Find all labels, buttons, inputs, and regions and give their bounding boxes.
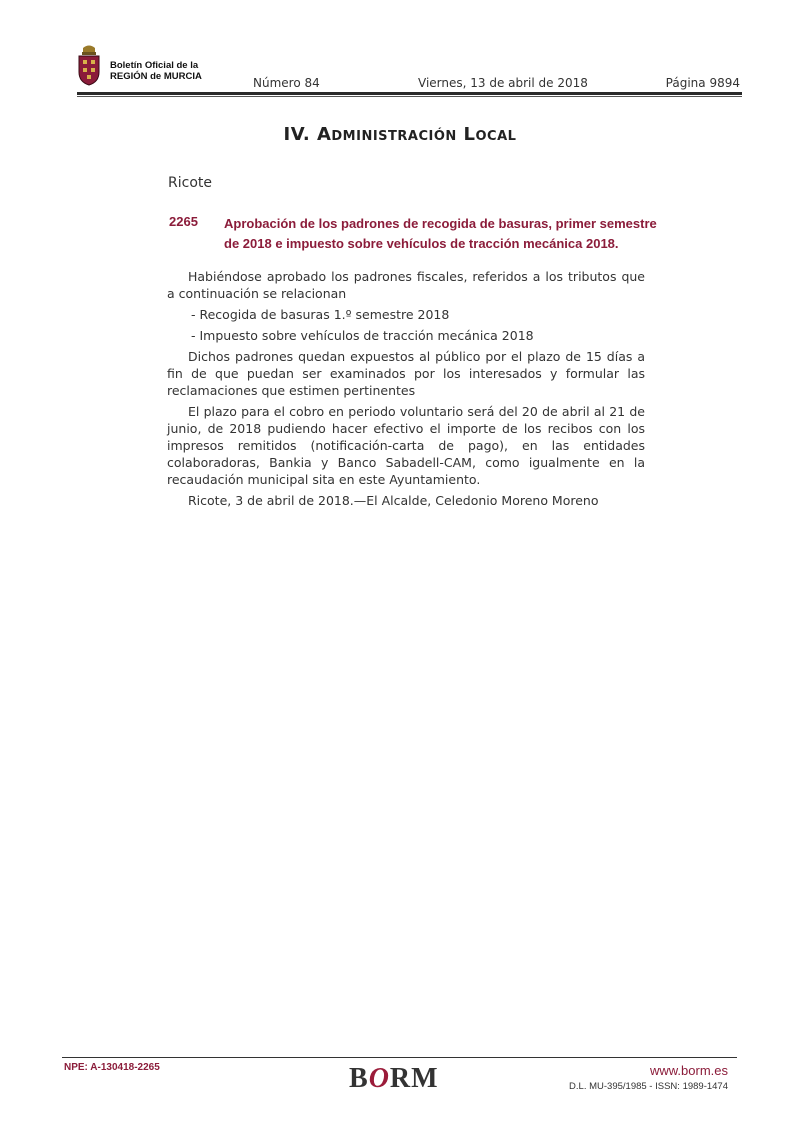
body-paragraph: El plazo para el cobro en periodo voluntario será del 20 de abril al 21 de junio, de 2018 pudiendo hacer efectivo el importe de los recibos con los impresos remitidos (notificación-carta de pago), en las entidades colaboradoras, Bankia y Banco Sabadell-CAM, como igualmente en la recaudación municipal sita en este Ayuntamiento.	[167, 404, 645, 487]
logo-letters-rm: RM	[389, 1063, 439, 1094]
publication-name-line2: REGIÓN de MURCIA	[110, 71, 202, 82]
section-title: IV. Administración Local	[283, 124, 517, 145]
body-paragraph: Habiéndose aprobado los padrones fiscales, referidos a los tributos que a continuación se relacionan	[167, 269, 645, 301]
announcement-body	[167, 268, 645, 513]
publication-name	[110, 60, 202, 82]
issue-number: Número 84	[253, 76, 320, 90]
coat-of-arms-icon	[76, 44, 102, 86]
footer-rule	[62, 1057, 737, 1058]
header-rule-thick	[77, 92, 742, 95]
body-paragraph: Dichos padrones quedan expuestos al público por el plazo de 15 días a fin de que puedan ser examinados por los interesados y formular las reclamaciones que estimen pertinentes	[167, 349, 645, 398]
signature-line: Ricote, 3 de abril de 2018.—El Alcalde, Celedonio Moreno Moreno	[188, 493, 599, 508]
locality-heading: Ricote	[168, 175, 212, 191]
publication-name-line1: Boletín Oficial de la	[110, 60, 199, 71]
issue-date: Viernes, 13 de abril de 2018	[418, 76, 588, 90]
legal-deposit: D.L. MU-395/1985 - ISSN: 1989-1474	[569, 1081, 728, 1092]
announcement-number: 2265	[169, 214, 198, 229]
website-link[interactable]: www.borm.es	[649, 1063, 728, 1078]
npe-code: NPE: A-130418-2265	[64, 1062, 160, 1073]
list-item: - Recogida de basuras 1.º semestre 2018	[191, 307, 450, 322]
announcement-title: Aprobación de los padrones de recogida de basuras, primer semestre de 2018 e impuesto sobre vehículos de tracción mecánica 2018.	[224, 216, 657, 251]
borm-logo	[349, 1063, 439, 1095]
page-number: Página 9894	[665, 76, 740, 90]
header-rule-thin	[77, 96, 742, 97]
list-item: - Impuesto sobre vehículos de tracción mecánica 2018	[191, 328, 534, 343]
logo-letter-b: B	[349, 1063, 369, 1094]
logo-letter-o: O	[368, 1063, 390, 1094]
